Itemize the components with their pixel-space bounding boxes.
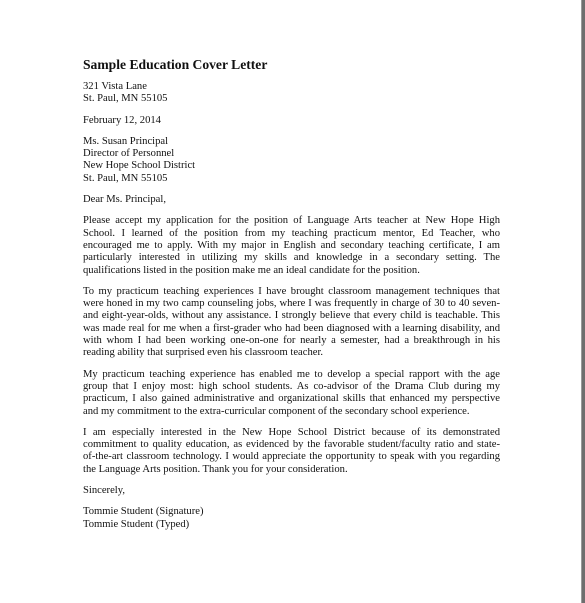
body-paragraph-1: [83, 215, 500, 276]
paragraph-line: with whom I had been working one-on-one for nearly a semester, had a breakthrough in his: [83, 335, 500, 347]
salutation: [83, 194, 500, 206]
paragraph-line: qualifications listed in the position make me an ideal candidate for the position.: [83, 264, 420, 276]
paragraph-line: practicum, I also gained administrative and organizational skills that enhanced my perspective: [83, 393, 500, 405]
paragraph-line: and my commitment to the extra-curricular component of the secondary school experience.: [83, 405, 470, 417]
sender-street: 321 Vista Lane: [83, 81, 147, 92]
recipient-title: Director of Personnel: [83, 148, 175, 160]
date-text: February 12, 2014: [83, 114, 161, 126]
paragraph-line: was made real for me when a first-grader who had been diagnosed with a learning disability, and: [83, 322, 500, 334]
paragraph-line: I am especially interested in the New Hope School District because of its demonstrated: [83, 426, 500, 438]
cover-letter: [83, 57, 500, 531]
paragraph-line: were honed in my two camp counseling jobs, where I was frequently in charge of 30 to 40 seven-: [83, 298, 500, 310]
paragraph-line: Please accept my application for the position of Language Arts teacher at New Hope High: [83, 215, 500, 227]
sender-city: St. Paul, MN 55105: [83, 93, 168, 105]
paragraph-line: encouraged me to apply. With my major in English and secondary teaching certificate, I am: [83, 239, 500, 251]
paragraph-line: and eight-year-olds, without any assistance. I strongly believe that every child is teachable. This: [83, 310, 500, 322]
paragraph-line: group that I enjoy most: high school students. As co-advisor of the Drama Club during my: [83, 380, 500, 392]
paragraph-line: My practicum teaching experience has enabled me to develop a special rapport with the age: [83, 368, 500, 380]
recipient-name: Ms. Susan Principal: [83, 135, 169, 147]
salutation-text: Dear Ms. Principal,: [83, 194, 166, 206]
paragraph-line: School. I learned of the position from my teaching practicum mentor, Ed Teacher, who: [83, 227, 500, 239]
typed-name-line: Tommie Student (Typed): [83, 518, 190, 530]
closing-text: Sincerely,: [83, 485, 125, 497]
paragraph-line: To my practicum teaching experiences I have brought classroom management techniques that: [83, 285, 500, 297]
letter-date: [83, 115, 500, 127]
letter-title: Sample Education Cover Letter: [83, 57, 268, 72]
recipient-city: St. Paul, MN 55105: [83, 172, 168, 184]
signature-line: Tommie Student (Signature): [83, 506, 204, 518]
paragraph-line: commitment to quality education, as evidenced by the favorable student/faculty ratio and state-: [83, 439, 500, 451]
paragraph-line: of-the-art classroom technology. I would appreciate the opportunity to speak with you regarding: [83, 451, 500, 463]
paragraph-line: particularly interested in utilizing my skills and knowledge in a secondary setting. The: [83, 252, 500, 264]
signature-block: [83, 506, 500, 531]
paragraph-line: the Language Arts position. Thank you for your consideration.: [83, 463, 348, 475]
recipient-organization: New Hope School District: [83, 160, 196, 172]
body-paragraph-2: [83, 286, 500, 360]
body-paragraph-4: [83, 427, 500, 476]
sender-address: [83, 81, 500, 106]
closing: [83, 485, 500, 497]
body-paragraph-3: [83, 369, 500, 418]
recipient-address: [83, 136, 500, 185]
paragraph-line: reading ability that surprised even his classroom teacher.: [83, 347, 324, 359]
